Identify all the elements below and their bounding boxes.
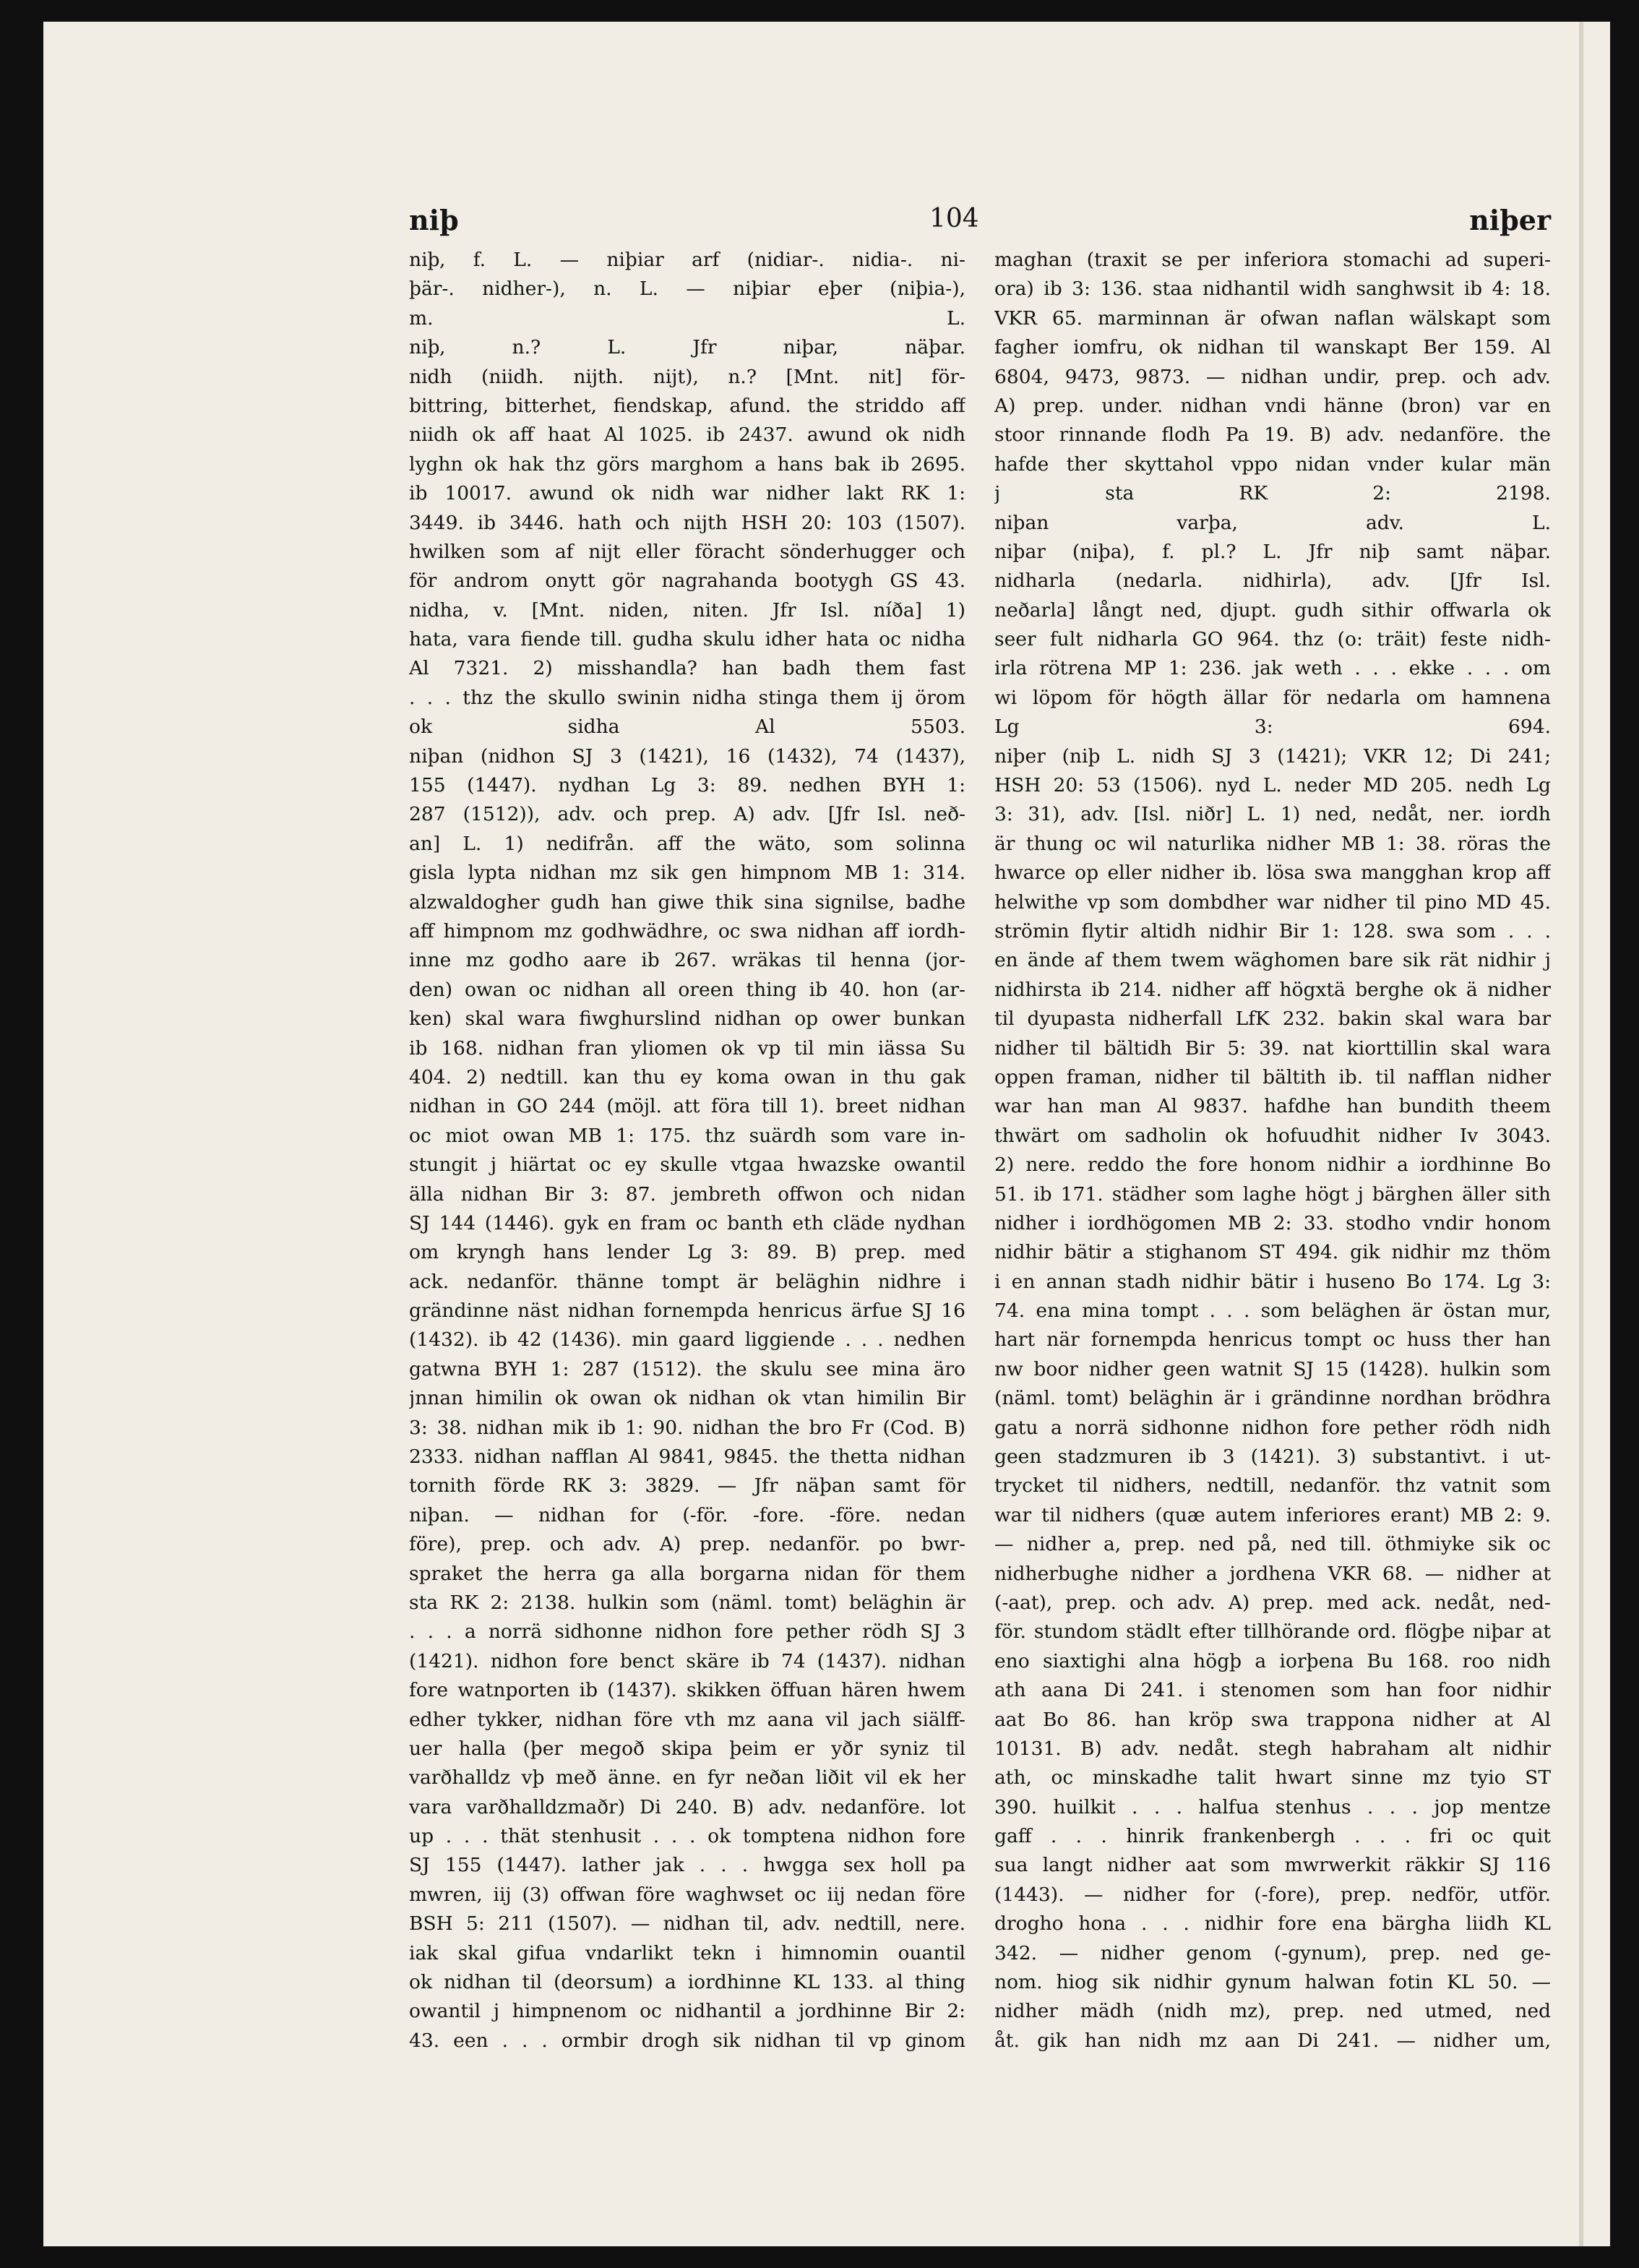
text-line: nom. hiog sik nidhir gynum halwan fotin KL 50. — xyxy=(994,1971,1551,1994)
text-line: trycket til nidhers, nedtill, nedanför. thz vatnit som xyxy=(994,1474,1551,1498)
text-line: 2) nere. reddo the fore honom nidhir a iordhinne Bo xyxy=(994,1154,1551,1177)
text-line: ib 10017. awund ok nidh war nidher lakt RK 1: xyxy=(409,482,965,505)
text-line: hart när fornempda henricus tompt oc huss ther han xyxy=(994,1328,1551,1352)
text-line: sta RK 2: 2138. hulkin som (näml. tomt) beläghin är xyxy=(409,1591,965,1614)
text-line: nidh (niidh. nijth. nijt), n.? [Mnt. nit] för- xyxy=(409,365,965,388)
text-line: varðhalldz vþ með änne. en fyr neðan liðit vil ek her xyxy=(409,1766,965,1790)
text-line: seer fult nidharla GO 964. thz (o: träit) feste nidh- xyxy=(994,628,1551,651)
text-line: nidharla (nedarla. nidhirla), adv. [Jfr Isl. xyxy=(994,570,1551,593)
text-line: m. L. xyxy=(409,306,965,330)
text-line: niþ, n.? L. Jfr niþar, näþar. xyxy=(409,336,965,359)
text-line: för androm onytt gör nagrahanda bootygh GS 43. xyxy=(409,570,965,593)
text-line: jnnan himilin ok owan ok nidhan ok vtan himilin Bir xyxy=(409,1387,965,1410)
text-line: hwilken som af nijt eller föracht sönderhugger och xyxy=(409,540,965,563)
text-line: — nidher a, prep. ned på, ned till. öthmiyke sik oc xyxy=(994,1533,1551,1556)
text-line: 3449. ib 3446. hath och nijth HSH 20: 103 (1507). xyxy=(409,511,965,534)
text-line: ath, oc minskadhe talit hwart sinne mz tyio ST xyxy=(994,1766,1551,1790)
text-line: nidha, v. [Mnt. niden, niten. Jfr Isl. níða] 1) xyxy=(409,598,965,622)
text-line: til dyupasta nidherfall LfK 232. bakin skal wara bar xyxy=(994,1008,1551,1031)
text-line: helwithe vp som dombdher war nidher til pino MD 45. xyxy=(994,890,1551,914)
text-line: aat Bo 86. han kröp swa trappona nidher at Al xyxy=(994,1708,1551,1731)
text-line: Al 7321. 2) misshandla? han badh them fast xyxy=(409,657,965,680)
text-line: gatwna BYH 1: 287 (1512). the skulu see mina äro xyxy=(409,1357,965,1380)
text-line: oc miot owan MB 1: 175. thz suärdh som vare in- xyxy=(409,1124,965,1147)
text-line: spraket the herra ga alla borgarna nidan för them xyxy=(409,1562,965,1585)
text-line: nidher mädh (nidh mz), prep. ned utmed, ned xyxy=(994,2000,1551,2023)
text-line: fagher iomfru, ok nidhan til wanskapt Ber 159. Al xyxy=(994,336,1551,359)
text-line: 51. ib 171. städher som laghe högt j bärghen äller sith xyxy=(994,1182,1551,1206)
page-edge xyxy=(1579,22,1583,2246)
text-line: A) prep. under. nidhan vndi hänne (bron) var en xyxy=(994,394,1551,417)
text-line: åt. gik han nidh mz aan Di 241. — nidher um, xyxy=(994,2029,1551,2052)
text-line: oppen framan, nidher til bältith ib. til nafflan nidher xyxy=(994,1065,1551,1088)
text-line: 10131. B) adv. nedåt. stegh habraham alt nidhir xyxy=(994,1737,1551,1760)
text-line: SJ 144 (1446). gyk en fram oc banth eth cläde nydhan xyxy=(409,1211,965,1234)
text-line: före), prep. och adv. A) prep. nedanför. po bwr- xyxy=(409,1533,965,1556)
text-line: strömin flytir altidh nidhir Bir 1: 128. swa som . . . xyxy=(994,919,1551,942)
text-line: niþar (niþa), f. pl.? L. Jfr niþ samt näþar. xyxy=(994,540,1551,563)
text-line: (1432). ib 42 (1436). min gaard liggiende . . . nedhen xyxy=(409,1328,965,1352)
text-line: 390. huilkit . . . halfua stenhus . . . jop mentze xyxy=(994,1795,1551,1818)
text-line: irla rötrena MP 1: 236. jak weth . . . ekke . . . om xyxy=(994,657,1551,680)
text-line: nidhan in GO 244 (möjl. att föra till 1). breet nidhan xyxy=(409,1095,965,1118)
text-line: 74. ena mina tompt . . . som beläghen är östan mur, xyxy=(994,1300,1551,1323)
text-line: j sta RK 2: 2198. xyxy=(994,482,1551,505)
text-line: niþan varþa, adv. L. xyxy=(994,511,1551,534)
text-line: owantil j himpnenom oc nidhantil a jordhinne Bir 2: xyxy=(409,2000,965,2023)
text-line: i en annan stadh nidhir bätir i huseno Bo 174. Lg 3: xyxy=(994,1270,1551,1293)
text-line: ib 168. nidhan fran yliomen ok vp til min iässa Su xyxy=(409,1036,965,1060)
text-line: lyghn ok hak thz görs marghom a hans bak ib 2695. xyxy=(409,452,965,476)
text-line: 404. 2) nedtill. kan thu ey koma owan in thu gak xyxy=(409,1065,965,1088)
running-headword-right: niþer xyxy=(1469,204,1551,236)
text-line: vara varðhalldzmaðr) Di 240. B) adv. nedanföre. lot xyxy=(409,1795,965,1818)
text-line: niidh ok aff haat Al 1025. ib 2437. awund ok nidh xyxy=(409,424,965,447)
text-line: nidhir bätir a stighanom ST 494. gik nidhir mz thöm xyxy=(994,1241,1551,1264)
text-line: iak skal gifua vndarlikt tekn i himnomin ouantil xyxy=(409,1941,965,1964)
text-line: mwren, iij (3) offwan före waghwset oc iij nedan före xyxy=(409,1883,965,1906)
text-line: tornith förde RK 3: 3829. — Jfr näþan samt för xyxy=(409,1474,965,1498)
text-line: nidher i iordhögomen MB 2: 33. stodho vndir honom xyxy=(994,1211,1551,1234)
text-line: (1421). nidhon fore benct skäre ib 74 (1437). nidhan xyxy=(409,1649,965,1672)
text-line: alzwaldogher gudh han giwe thik sina signilse, badhe xyxy=(409,890,965,914)
text-line: edher tykker, nidhan före vth mz aana vil jach siälff- xyxy=(409,1708,965,1731)
text-line: ath aana Di 241. i stenomen som han foor nidhir xyxy=(994,1679,1551,1702)
text-line: älla nidhan Bir 3: 87. jembreth offwon och nidan xyxy=(409,1182,965,1206)
text-line: Lg 3: 694. xyxy=(994,716,1551,739)
text-line: uer halla (þer megoð skipa þeim er yðr syniz til xyxy=(409,1737,965,1760)
text-line: VKR 65. marminnan är ofwan naflan wälskapt som xyxy=(994,306,1551,330)
text-line: om kryngh hans lender Lg 3: 89. B) prep. med xyxy=(409,1241,965,1264)
text-line: (-aat), prep. och adv. A) prep. med ack. nedåt, ned- xyxy=(994,1591,1551,1614)
text-line: 2333. nidhan nafflan Al 9841, 9845. the thetta nidhan xyxy=(409,1446,965,1469)
text-column-right xyxy=(994,246,1551,2056)
text-line: 287 (1512)), adv. och prep. A) adv. [Jfr Isl. neð- xyxy=(409,803,965,826)
text-line: BSH 5: 211 (1507). — nidhan til, adv. nedtill, nere. xyxy=(409,1912,965,1936)
text-line: niþan (nidhon SJ 3 (1421), 16 (1432), 74 (1437), xyxy=(409,744,965,768)
text-line: ora) ib 3: 136. staa nidhantil widh sanghwsit ib 4: 18. xyxy=(994,278,1551,301)
text-line: drogho hona . . . nidhir fore ena bärgha liidh KL xyxy=(994,1912,1551,1936)
text-line: (1443). — nidher for (-fore), prep. nedför, utför. xyxy=(994,1883,1551,1906)
text-line: war til nidhers (quæ autem inferiores erant) MB 2: 9. xyxy=(994,1503,1551,1526)
text-line: hata, vara fiende till. gudha skulu idher hata oc nidha xyxy=(409,628,965,651)
text-line: ack. nedanför. thänne tompt är beläghin nidhre i xyxy=(409,1270,965,1293)
text-line: war han man Al 9837. hafdhe han bundith theem xyxy=(994,1095,1551,1118)
text-line: gisla lypta nidhan mz sik gen himpnom MB 1: 314. xyxy=(409,862,965,885)
text-line: an] L. 1) nedifrån. aff the wäto, som solinna xyxy=(409,832,965,855)
text-column-left xyxy=(409,246,965,2056)
text-line: 3: 31), adv. [Isl. niðr] L. 1) ned, nedåt, ner. iordh xyxy=(994,803,1551,826)
text-line: up . . . thät stenhusit . . . ok tomptena nidhon fore xyxy=(409,1825,965,1848)
text-line: 342. — nidher genom (-gynum), prep. ned ge- xyxy=(994,1941,1551,1964)
text-line: 43. een . . . ormbir drogh sik nidhan til vp ginom xyxy=(409,2029,965,2052)
text-line: gatu a norrä sidhonne nidhon fore pether rödh nidh xyxy=(994,1416,1551,1439)
text-line: ok nidhan til (deorsum) a iordhinne KL 133. al thing xyxy=(409,1971,965,1994)
text-line: . . . a norrä sidhonne nidhon fore pether rödh SJ 3 xyxy=(409,1620,965,1644)
text-line: en ände af them twem wäghomen bare sik rät nidhir j xyxy=(994,949,1551,972)
text-line: 3: 38. nidhan mik ib 1: 90. nidhan the bro Fr (Cod. B) xyxy=(409,1416,965,1439)
text-line: 155 (1447). nydhan Lg 3: 89. nedhen BYH 1: xyxy=(409,774,965,797)
text-line: HSH 20: 53 (1506). nyd L. neder MD 205. nedh Lg xyxy=(994,774,1551,797)
text-line: SJ 155 (1447). lather jak . . . hwgga sex holl pa xyxy=(409,1854,965,1877)
text-line: aff himpnom mz godhwädhre, oc swa nidhan aff iordh- xyxy=(409,919,965,942)
text-line: eno siaxtighi alna högþ a iorþena Bu 168. roo nidh xyxy=(994,1649,1551,1672)
running-headword-left: niþ xyxy=(409,204,459,236)
text-line: för. stundom städlt efter tillhörande ord. flögþe niþar at xyxy=(994,1620,1551,1644)
text-line: är thung oc wil naturlika nidher MB 1: 38. röras the xyxy=(994,832,1551,855)
text-line: stoor rinnande flodh Pa 19. B) adv. nedanföre. the xyxy=(994,424,1551,447)
text-line: niþan. — nidhan for (-för. -fore. -före. nedan xyxy=(409,1503,965,1526)
text-line: (näml. tomt) beläghin är i grändinne nordhan brödhra xyxy=(994,1387,1551,1410)
text-line: den) owan oc nidhan all oreen thing ib 40. hon (ar- xyxy=(409,978,965,1001)
text-line: 6804, 9473, 9873. — nidhan undir, prep. och adv. xyxy=(994,365,1551,388)
text-line: wi löpom för högth ällar för nedarla om hamnena xyxy=(994,686,1551,709)
text-line: niþer (niþ L. nidh SJ 3 (1421); VKR 12; Di 241; xyxy=(994,744,1551,768)
page-header xyxy=(409,204,1551,240)
text-line: þär-. nidher-), n. L. — niþiar eþer (niþia-), xyxy=(409,278,965,301)
text-line: niþ, f. L. — niþiar arf (nidiar-. nidia-. ni- xyxy=(409,249,965,271)
text-line: ken) skal wara fiwghurslind nidhan op ower bunkan xyxy=(409,1008,965,1031)
text-line: ok sidha Al 5503. xyxy=(409,716,965,739)
text-line: fore watnporten ib (1437). skikken öffuan hären hwem xyxy=(409,1679,965,1702)
text-line: inne mz godho aare ib 267. wräkas til henna (jor- xyxy=(409,949,965,972)
text-line: nidhirsta ib 214. nidher aff högxtä berghe ok ä nidher xyxy=(994,978,1551,1001)
text-line: grändinne näst nidhan fornempda henricus ärfue SJ 16 xyxy=(409,1300,965,1323)
text-line: . . . thz the skullo swinin nidha stinga them ij örom xyxy=(409,686,965,709)
text-line: stungit j hiärtat oc ey skulle vtgaa hwazske owantil xyxy=(409,1154,965,1177)
page-number: 104 xyxy=(929,204,979,233)
text-line: sua langt nidher aat som mwrwerkit räkkir SJ 116 xyxy=(994,1854,1551,1877)
text-line: gaff . . . hinrik frankenbergh . . . fri oc quit xyxy=(994,1825,1551,1848)
text-line: nidher til bältidh Bir 5: 39. nat kiorttillin skal wara xyxy=(994,1036,1551,1060)
text-line: thwärt om sadholin ok hofuudhit nidher Iv 3043. xyxy=(994,1124,1551,1147)
text-line: neðarla] långt ned, djupt. gudh sithir offwarla ok xyxy=(994,598,1551,622)
text-line: geen stadzmuren ib 3 (1421). 3) substantivt. i ut- xyxy=(994,1446,1551,1469)
text-line: bittring, bitterhet, fiendskap, afund. the striddo aff xyxy=(409,394,965,417)
text-line: maghan (traxit se per inferiora stomachi ad superi- xyxy=(994,249,1551,271)
text-line: nw boor nidher geen watnit SJ 15 (1428). hulkin som xyxy=(994,1357,1551,1380)
text-line: hafde ther skyttahol vppo nidan vnder kular män xyxy=(994,452,1551,476)
text-line: hwarce op eller nidher ib. lösa swa mangghan krop aff xyxy=(994,862,1551,885)
text-line: nidherbughe nidher a jordhena VKR 68. — nidher at xyxy=(994,1562,1551,1585)
